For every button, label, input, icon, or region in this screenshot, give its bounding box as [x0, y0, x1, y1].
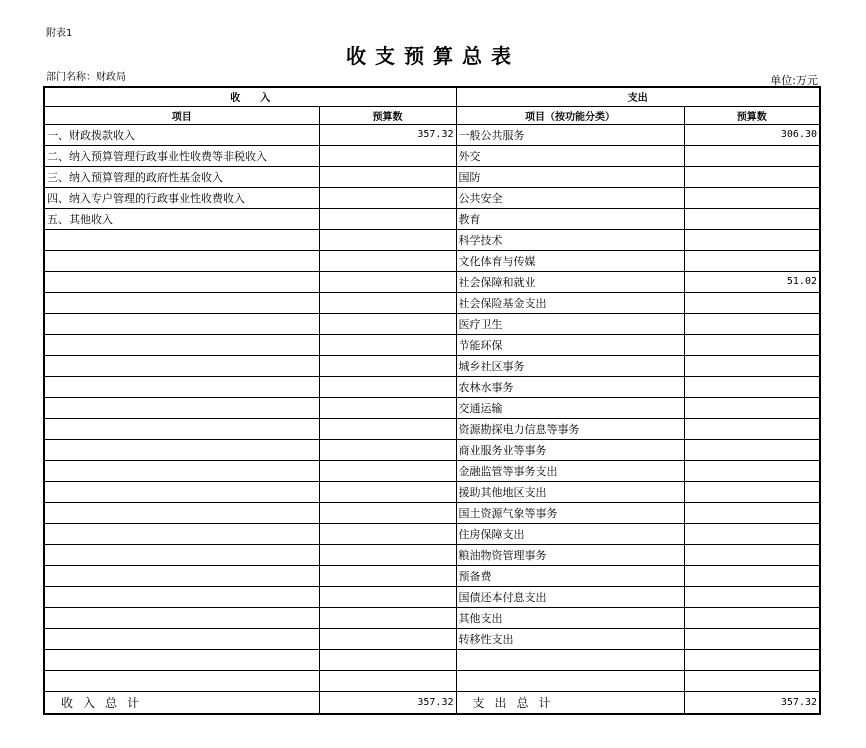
expense-total-label: 支出总计: [456, 691, 684, 714]
expense-item-cell: 节能环保: [456, 334, 684, 355]
expense-value-cell: [684, 334, 820, 355]
income-item-cell: [44, 670, 319, 691]
income-value-cell: [319, 166, 456, 187]
income-item-cell: [44, 271, 319, 292]
expense-value-cell: [684, 292, 820, 313]
expense-value-cell: [684, 355, 820, 376]
income-value-cell: [319, 544, 456, 565]
income-value-cell: [319, 460, 456, 481]
income-total-value: 357.32: [319, 691, 456, 714]
budget-table: [43, 86, 821, 715]
income-item-cell: [44, 481, 319, 502]
income-value-cell: [319, 292, 456, 313]
expense-header: 支出: [456, 87, 820, 106]
table-row: [44, 628, 820, 649]
income-item-cell: [44, 229, 319, 250]
expense-item-cell: 教育: [456, 208, 684, 229]
expense-value-cell: [684, 376, 820, 397]
table-row: [44, 313, 820, 334]
expense-item-cell: 资源勘探电力信息等事务: [456, 418, 684, 439]
income-item-cell: [44, 313, 319, 334]
expense-item-cell: 外交: [456, 145, 684, 166]
table-row: [44, 376, 820, 397]
expense-item-cell: 科学技术: [456, 229, 684, 250]
income-value-cell: [319, 313, 456, 334]
expense-item-cell: 农林水事务: [456, 376, 684, 397]
income-value-cell: [319, 565, 456, 586]
table-row: [44, 523, 820, 544]
income-item-cell: [44, 376, 319, 397]
department-label: 部门名称：财政局: [46, 72, 126, 83]
table-row: [44, 208, 820, 229]
table-row: [44, 649, 820, 670]
expense-item-cell: 其他支出: [456, 607, 684, 628]
expense-value-cell: [684, 208, 820, 229]
expense-item-cell: 一般公共服务: [456, 124, 684, 145]
expense-budget-header: 预算数: [684, 106, 820, 124]
income-value-cell: [319, 439, 456, 460]
expense-item-cell: 粮油物资管理事务: [456, 544, 684, 565]
income-item-cell: [44, 460, 319, 481]
income-value-cell: [319, 649, 456, 670]
income-value-cell: [319, 607, 456, 628]
page-title: 收支预算总表: [346, 44, 520, 68]
table-row: [44, 418, 820, 439]
table-row: [44, 334, 820, 355]
income-budget-header: 预算数: [319, 106, 456, 124]
expense-value-cell: 51.02: [684, 271, 820, 292]
expense-value-cell: [684, 523, 820, 544]
table-row: [44, 187, 820, 208]
income-item-cell: [44, 523, 319, 544]
expense-item-cell: 国防: [456, 166, 684, 187]
income-item-cell: 五、其他收入: [44, 208, 319, 229]
expense-value-cell: [684, 502, 820, 523]
expense-value-cell: [684, 481, 820, 502]
income-total-label: 收入总计: [44, 691, 319, 714]
totals-row: [44, 691, 820, 714]
income-value-cell: 357.32: [319, 124, 456, 145]
income-item-cell: [44, 544, 319, 565]
table-row: [44, 544, 820, 565]
expense-value-cell: [684, 565, 820, 586]
income-value-cell: [319, 187, 456, 208]
expense-item-cell: 国土资源气象等事务: [456, 502, 684, 523]
expense-item-cell: 援助其他地区支出: [456, 481, 684, 502]
expense-item-cell: [456, 649, 684, 670]
income-value-cell: [319, 334, 456, 355]
expense-item-cell: 城乡社区事务: [456, 355, 684, 376]
table-row: [44, 250, 820, 271]
expense-value-cell: [684, 397, 820, 418]
expense-value-cell: [684, 250, 820, 271]
table-row: [44, 229, 820, 250]
income-item-cell: [44, 397, 319, 418]
expense-value-cell: [684, 313, 820, 334]
income-item-cell: [44, 439, 319, 460]
unit-label: 单位:万元: [770, 74, 818, 87]
table-row: [44, 439, 820, 460]
income-item-cell: [44, 565, 319, 586]
income-item-cell: [44, 355, 319, 376]
table-row: [44, 397, 820, 418]
income-value-cell: [319, 355, 456, 376]
expense-value-cell: [684, 649, 820, 670]
expense-item-cell: 国债还本付息支出: [456, 586, 684, 607]
table-row: [44, 124, 820, 145]
table-row: [44, 292, 820, 313]
table-row: [44, 145, 820, 166]
table-row: [44, 166, 820, 187]
income-value-cell: [319, 670, 456, 691]
income-item-cell: 二、纳入预算管理行政事业性收费等非税收入: [44, 145, 319, 166]
expense-total-value: 357.32: [684, 691, 820, 714]
expense-item-cell: 社会保险基金支出: [456, 292, 684, 313]
income-value-cell: [319, 628, 456, 649]
expense-value-cell: [684, 670, 820, 691]
income-value-cell: [319, 586, 456, 607]
income-item-cell: [44, 334, 319, 355]
expense-value-cell: [684, 145, 820, 166]
income-item-header: 项目: [44, 106, 319, 124]
table-header-row: [44, 87, 820, 106]
income-item-cell: [44, 250, 319, 271]
expense-value-cell: [684, 166, 820, 187]
expense-item-cell: 医疗卫生: [456, 313, 684, 334]
income-value-cell: [319, 208, 456, 229]
table-row: [44, 271, 820, 292]
expense-value-cell: [684, 607, 820, 628]
expense-value-cell: [684, 460, 820, 481]
table-row: [44, 670, 820, 691]
income-value-cell: [319, 250, 456, 271]
income-item-cell: 一、财政拨款收入: [44, 124, 319, 145]
income-value-cell: [319, 229, 456, 250]
table-row: [44, 355, 820, 376]
table-row: [44, 607, 820, 628]
expense-item-header: 项目（按功能分类）: [456, 106, 684, 124]
expense-value-cell: [684, 229, 820, 250]
expense-item-cell: 预备费: [456, 565, 684, 586]
attachment-note: 附表1: [46, 28, 73, 39]
table-row: [44, 565, 820, 586]
expense-item-cell: [456, 670, 684, 691]
expense-item-cell: 文化体育与传媒: [456, 250, 684, 271]
expense-value-cell: [684, 586, 820, 607]
income-value-cell: [319, 145, 456, 166]
income-item-cell: 四、纳入专户管理的行政事业性收费收入: [44, 187, 319, 208]
income-item-cell: [44, 292, 319, 313]
expense-item-cell: 金融监管等事务支出: [456, 460, 684, 481]
table-row: [44, 481, 820, 502]
income-value-cell: [319, 271, 456, 292]
expense-item-cell: 社会保障和就业: [456, 271, 684, 292]
income-value-cell: [319, 481, 456, 502]
income-value-cell: [319, 397, 456, 418]
table-row: [44, 502, 820, 523]
expense-value-cell: [684, 418, 820, 439]
expense-value-cell: [684, 187, 820, 208]
expense-item-cell: 商业服务业等事务: [456, 439, 684, 460]
income-item-cell: [44, 607, 319, 628]
income-item-cell: [44, 586, 319, 607]
expense-value-cell: [684, 628, 820, 649]
income-item-cell: [44, 628, 319, 649]
expense-item-cell: 交通运输: [456, 397, 684, 418]
expense-item-cell: 住房保障支出: [456, 523, 684, 544]
table-subheader-row: [44, 106, 820, 124]
expense-value-cell: [684, 439, 820, 460]
table-row: [44, 586, 820, 607]
table-row: [44, 460, 820, 481]
table-body: [44, 124, 820, 691]
income-value-cell: [319, 523, 456, 544]
expense-value-cell: [684, 544, 820, 565]
income-header: 收 入: [44, 87, 456, 106]
income-value-cell: [319, 418, 456, 439]
income-item-cell: [44, 502, 319, 523]
expense-item-cell: 转移性支出: [456, 628, 684, 649]
expense-item-cell: 公共安全: [456, 187, 684, 208]
income-item-cell: 三、纳入预算管理的政府性基金收入: [44, 166, 319, 187]
income-item-cell: [44, 649, 319, 670]
income-value-cell: [319, 376, 456, 397]
expense-value-cell: 306.30: [684, 124, 820, 145]
income-value-cell: [319, 502, 456, 523]
income-item-cell: [44, 418, 319, 439]
